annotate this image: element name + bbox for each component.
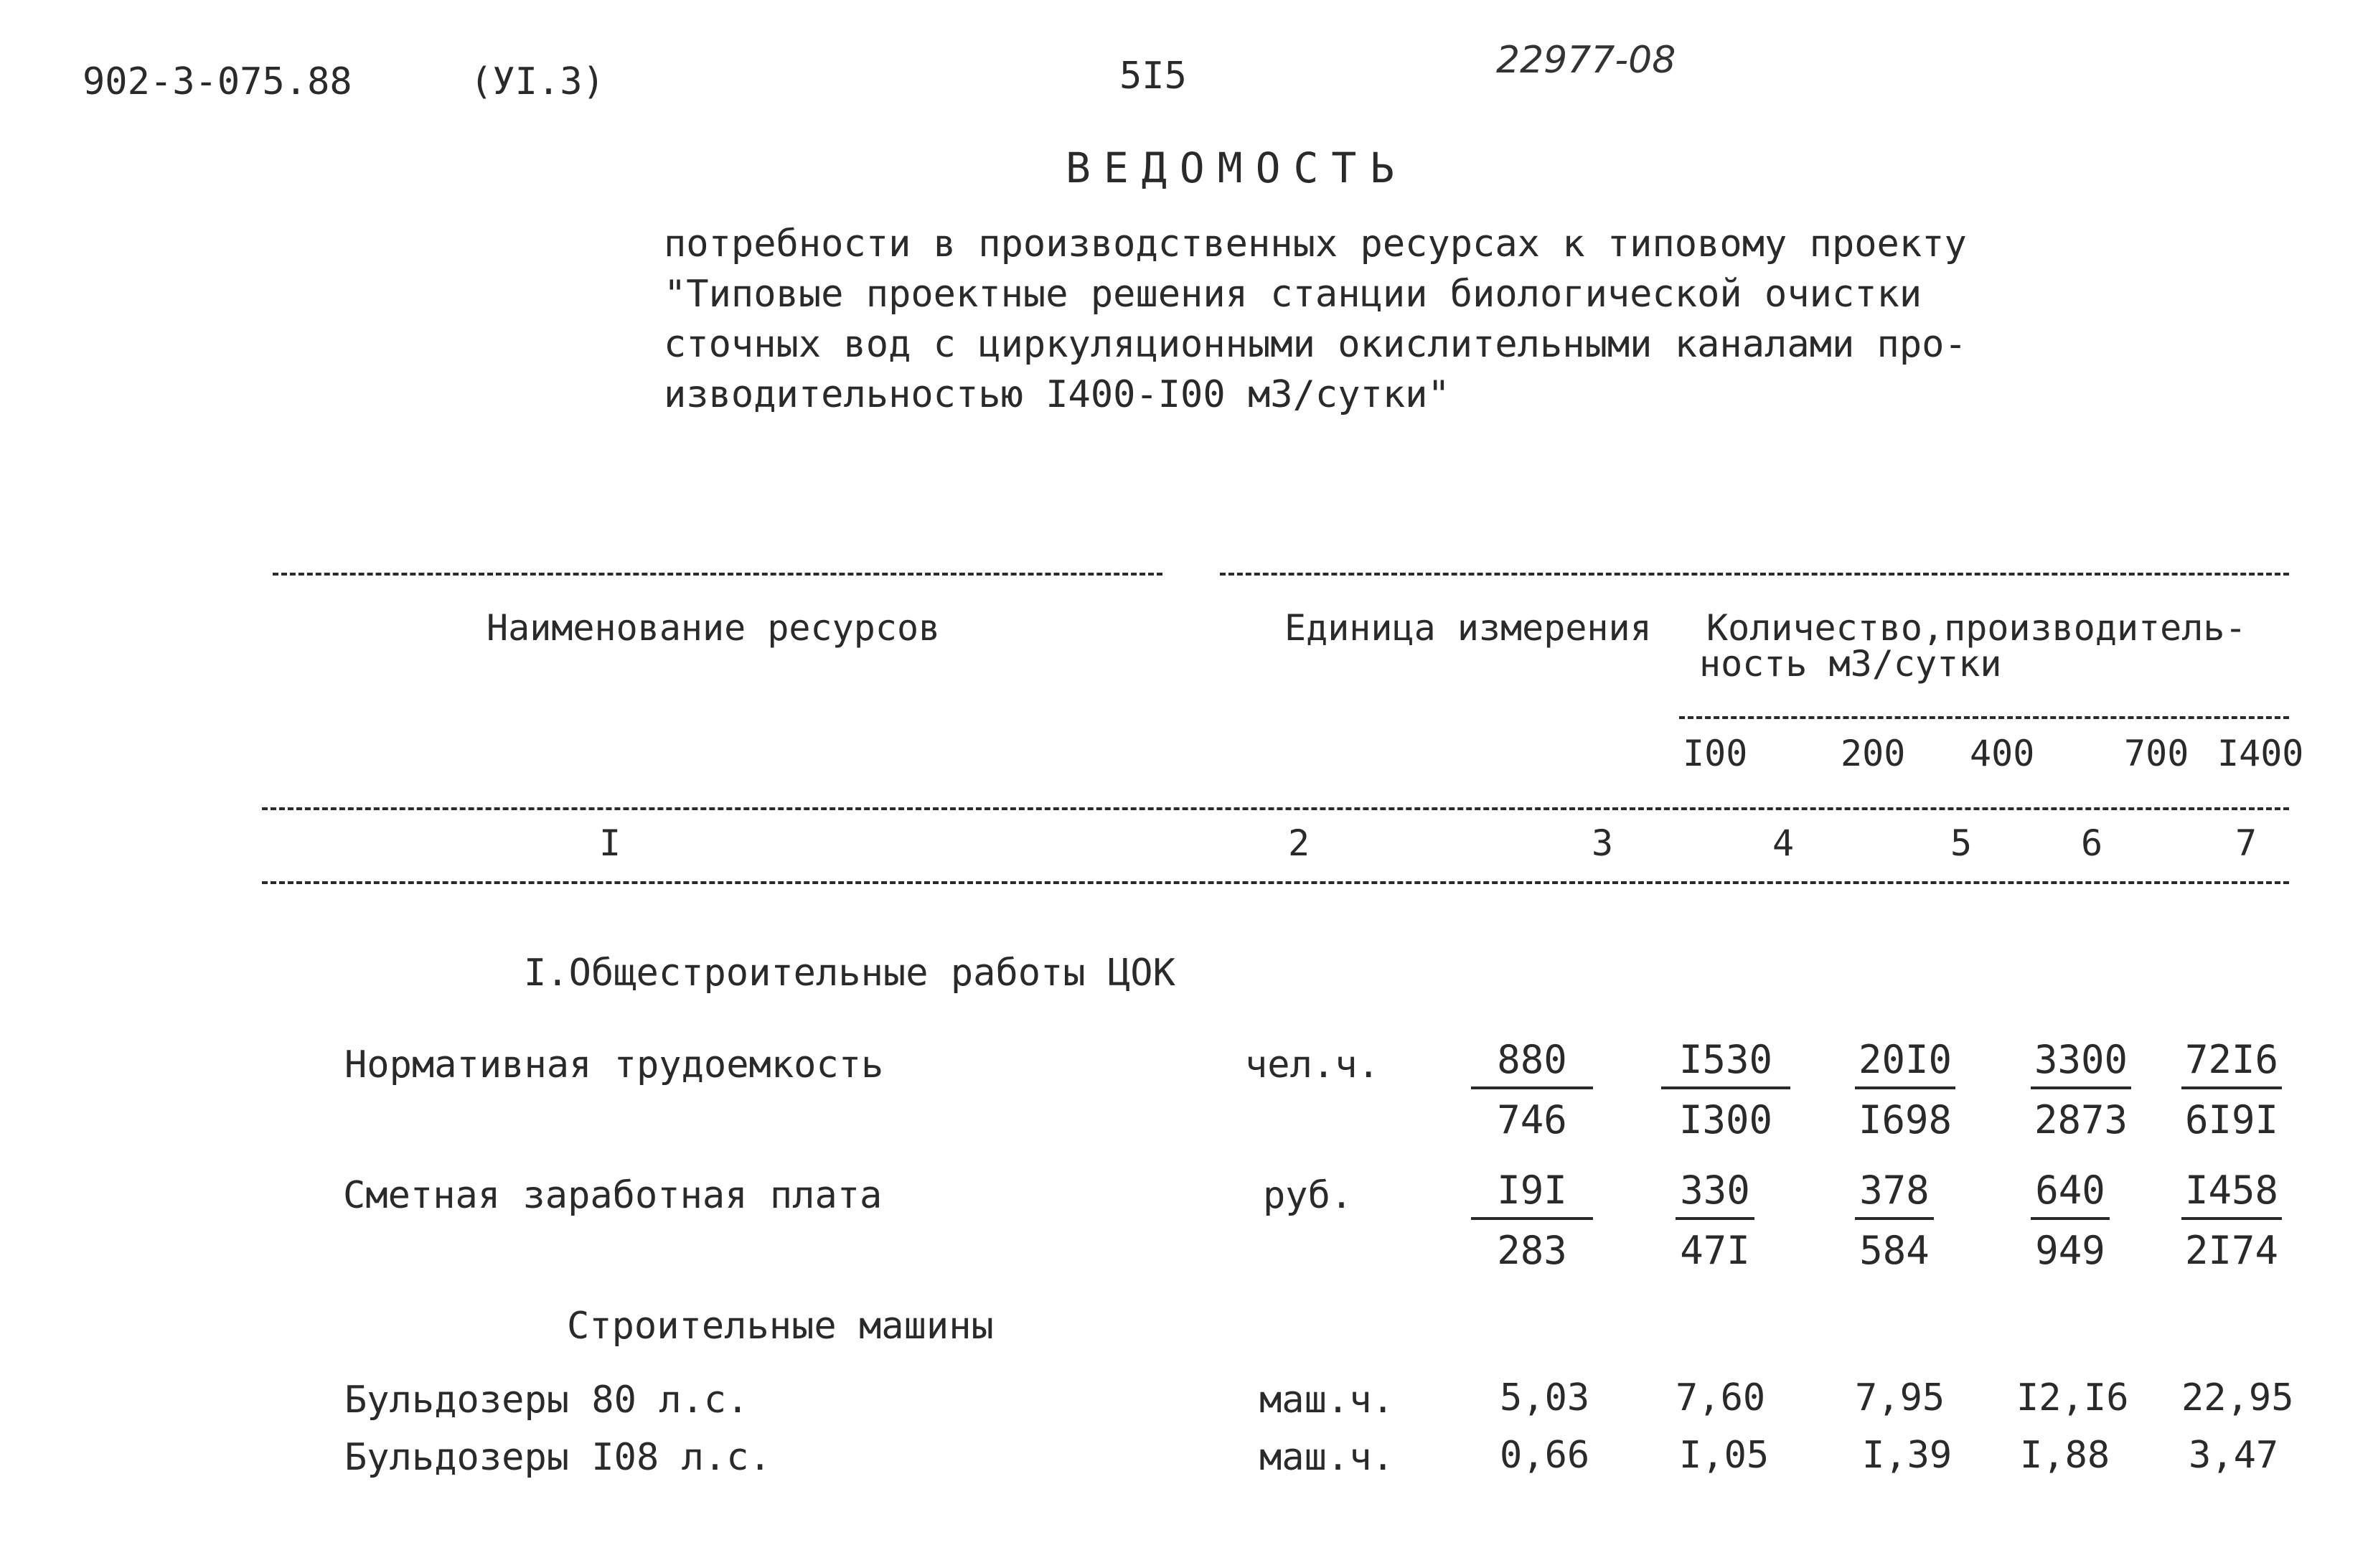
machine-value: 7,60 bbox=[1676, 1376, 1766, 1419]
capacity-200: 200 bbox=[1841, 733, 1906, 774]
value-cell bbox=[2031, 1168, 2110, 1273]
column-numbers-top-rule bbox=[262, 807, 2289, 810]
machine-name: Бульдозеры I08 л.с. bbox=[344, 1436, 771, 1479]
value-bottom: 6I9I bbox=[2184, 1097, 2279, 1142]
machine-value: 7,95 bbox=[1855, 1376, 1945, 1419]
value-bottom: 283 bbox=[1497, 1228, 1567, 1273]
column-number: 3 bbox=[1592, 822, 1614, 864]
value-top: I458 bbox=[2181, 1171, 2282, 1220]
column-number: 6 bbox=[2081, 822, 2103, 864]
value-bottom: 2I74 bbox=[2184, 1228, 2279, 1273]
machine-name: Бульдозеры 80 л.с. bbox=[344, 1379, 749, 1422]
column-number: 7 bbox=[2235, 822, 2257, 864]
capacity-400: 400 bbox=[1970, 733, 2035, 774]
machine-value: 0,66 bbox=[1500, 1434, 1590, 1477]
value-cell bbox=[2181, 1168, 2282, 1273]
section-code: (УI.3) bbox=[470, 60, 605, 103]
row-unit: чел.ч. bbox=[1245, 1043, 1380, 1086]
value-top: 880 bbox=[1471, 1041, 1593, 1089]
value-cell bbox=[2031, 1037, 2131, 1142]
handwritten-number: 22977-08 bbox=[1496, 39, 1676, 82]
page-title: ВЕДОМОСТЬ bbox=[1066, 144, 1408, 192]
value-top: 378 bbox=[1855, 1171, 1934, 1220]
document-code: 902-3-075.88 bbox=[83, 60, 352, 103]
machine-value: I,39 bbox=[1862, 1434, 1953, 1477]
value-top: 20I0 bbox=[1855, 1041, 1955, 1089]
column-numbers-bottom-rule bbox=[262, 881, 2289, 884]
machine-unit: маш.ч. bbox=[1259, 1379, 1394, 1422]
machine-value: I2,I6 bbox=[2016, 1376, 2129, 1419]
machines-subtitle: Строительные машины bbox=[567, 1305, 994, 1348]
column-header-quantity-unit: ность м3/сутки bbox=[1699, 643, 2002, 685]
value-top: I530 bbox=[1661, 1041, 1790, 1089]
value-cell bbox=[1661, 1037, 1790, 1142]
description-line: изводительностью I400-I00 м3/сутки" bbox=[664, 373, 1450, 416]
column-header-name: Наименование ресурсов bbox=[487, 607, 941, 649]
column-number: I bbox=[599, 822, 621, 864]
machine-value: I,88 bbox=[2020, 1434, 2110, 1477]
value-cell bbox=[1471, 1037, 1593, 1142]
column-number: 5 bbox=[1950, 822, 1973, 864]
value-cell bbox=[2181, 1037, 2282, 1142]
value-bottom: 584 bbox=[1859, 1228, 1930, 1273]
column-number: 4 bbox=[1772, 822, 1795, 864]
machine-value: 22,95 bbox=[2181, 1376, 2294, 1419]
machine-value: 5,03 bbox=[1500, 1376, 1590, 1419]
quantity-subheader-rule bbox=[1679, 716, 2289, 719]
table-top-rule-left bbox=[273, 573, 1162, 576]
value-cell bbox=[1855, 1168, 1934, 1273]
description-line: сточных вод с циркуляционными окислительными каналами про- bbox=[664, 323, 1967, 366]
value-bottom: 47I bbox=[1680, 1228, 1750, 1273]
column-header-quantity: Количество,производитель- bbox=[1706, 607, 2247, 649]
value-bottom: 2873 bbox=[2034, 1097, 2128, 1142]
value-bottom: 746 bbox=[1497, 1097, 1567, 1142]
value-bottom: 949 bbox=[2035, 1228, 2105, 1273]
value-top: I9I bbox=[1471, 1171, 1593, 1220]
column-header-unit: Единица измерения bbox=[1284, 607, 1652, 649]
value-cell bbox=[1855, 1037, 1955, 1142]
value-top: 72I6 bbox=[2181, 1041, 2282, 1089]
machine-unit: маш.ч. bbox=[1259, 1436, 1394, 1479]
section-title: I.Общестроительные работы ЦОК bbox=[524, 952, 1175, 995]
description bbox=[664, 219, 1967, 420]
capacity-700: 700 bbox=[2124, 733, 2189, 774]
row-name: Сметная заработная плата bbox=[343, 1174, 883, 1217]
value-top: 640 bbox=[2031, 1171, 2110, 1220]
description-line: "Типовые проектные решения станции биологической очистки bbox=[664, 273, 1922, 316]
machine-value: 3,47 bbox=[2189, 1434, 2279, 1477]
value-bottom: I300 bbox=[1678, 1097, 1773, 1142]
column-number: 2 bbox=[1288, 822, 1310, 864]
table-top-rule-right bbox=[1220, 573, 2289, 576]
value-bottom: I698 bbox=[1858, 1097, 1953, 1142]
capacity-1400: I400 bbox=[2217, 733, 2304, 774]
value-cell bbox=[1676, 1168, 1754, 1273]
description-line: потребности в производственных ресурсах к типовому проекту bbox=[664, 222, 1967, 266]
row-name: Нормативная трудоемкость bbox=[344, 1043, 884, 1086]
row-unit: руб. bbox=[1263, 1174, 1353, 1217]
page-number: 5I5 bbox=[1119, 55, 1187, 98]
capacity-100: I00 bbox=[1683, 733, 1748, 774]
value-cell bbox=[1471, 1168, 1593, 1273]
machine-value: I,05 bbox=[1679, 1434, 1770, 1477]
value-top: 330 bbox=[1676, 1171, 1754, 1220]
value-top: 3300 bbox=[2031, 1041, 2131, 1089]
